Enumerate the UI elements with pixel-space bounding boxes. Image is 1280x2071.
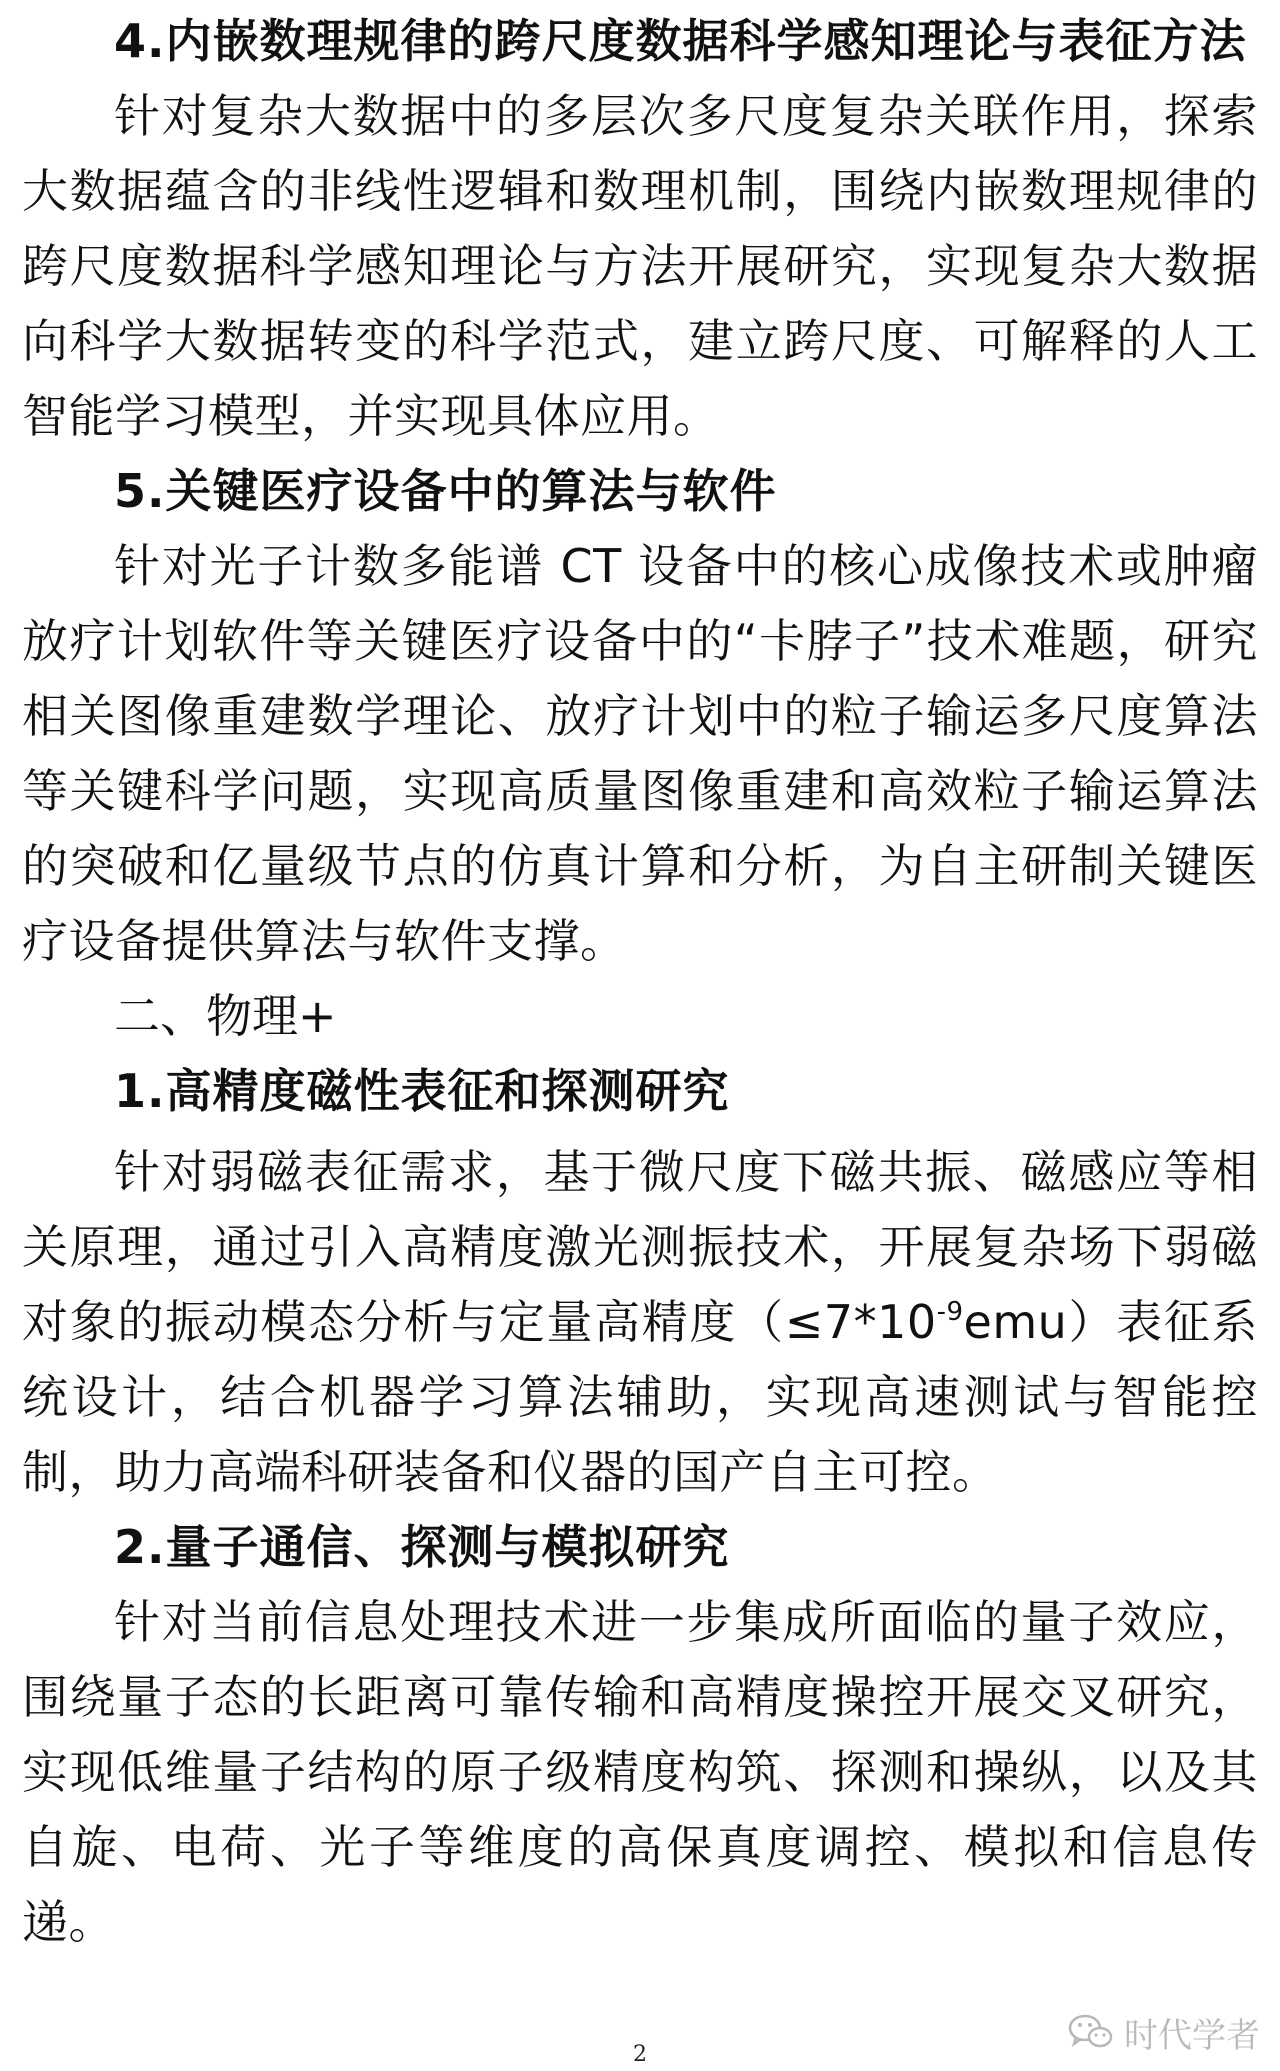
heading-physics-1: 1.高精度磁性表征和探测研究 <box>114 1064 730 1118</box>
paragraph-item-5: 针对光子计数多能谱 CT 设备中的核心成像技术或肿瘤放疗计划软件等关键医疗设备中的“卡脖子”技术难题，研究相关图像重建数学理论、放疗计划中的粒子输运多尺度算法等关键科学问题，实现高质量图像重建和高效粒子输运算法的突破和亿量级节点的仿真计算和分析，为自主研制关键医疗设备提供算法与软件支撑。 <box>22 539 1258 968</box>
paragraph-physics-2: 针对当前信息处理技术进一步集成所面临的量子效应，围绕量子态的长距离可靠传输和高精度操控开展交叉研究，实现低维量子结构的原子级精度构筑、探测和操纵，以及其自旋、电荷、光子等维度的高保真度调控、模拟和信息传递。 <box>22 1595 1258 1949</box>
part-title-physics: 二、物理+ <box>114 989 337 1043</box>
exponent-superscript: -9 <box>936 1297 964 1327</box>
paragraph-physics-1 <box>22 1135 1258 1510</box>
heading-physics-2: 2.量子通信、探测与模拟研究 <box>114 1520 730 1574</box>
watermark-text: 时代学者 <box>1124 2015 1260 2056</box>
physics-1-text-after: emu）表征系统设计，结合机器学习算法辅助，实现高速测试与智能控制，助力高端科研装备和仪器的国产自主可控。 <box>22 1295 1259 1499</box>
page-number: 2 <box>633 2042 647 2067</box>
heading-item-4: 4.内嵌数理规律的跨尺度数据科学感知理论与表征方法 <box>114 14 1247 68</box>
physics-1-text-before: 针对弱磁表征需求，基于微尺度下磁共振、磁感应等相关原理，通过引入高精度激光测振技术，开展复杂场下弱磁对象的振动模态分析与定量高精度（≤7*10 <box>22 1145 1258 1349</box>
heading-item-5: 5.关键医疗设备中的算法与软件 <box>114 464 777 518</box>
paragraph-item-4: 针对复杂大数据中的多层次多尺度复杂关联作用，探索大数据蕴含的非线性逻辑和数理机制，围绕内嵌数理规律的跨尺度数据科学感知理论与方法开展研究，实现复杂大数据向科学大数据转变的科学范式，建立跨尺度、可解释的人工智能学习模型，并实现具体应用。 <box>22 89 1258 443</box>
document-body <box>22 4 1258 1960</box>
